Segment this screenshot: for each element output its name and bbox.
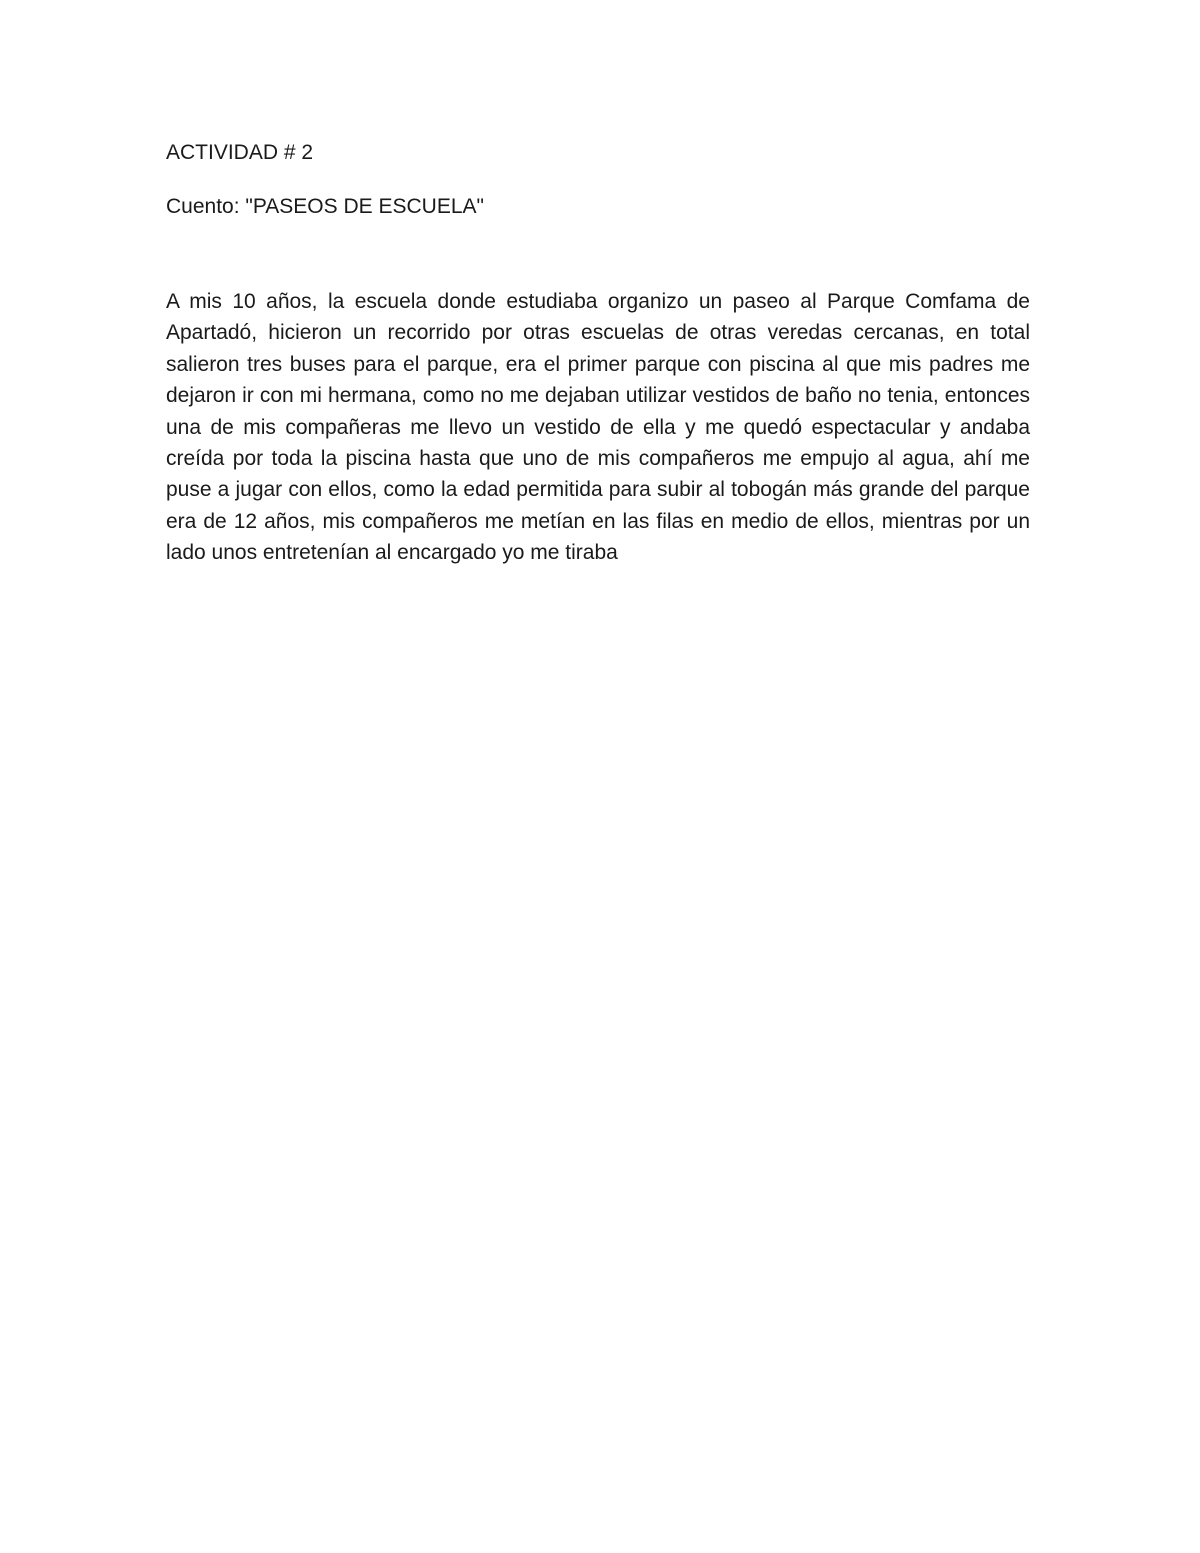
story-paragraph: A mis 10 años, la escuela donde estudiaba organizo un paseo al Parque Comfama de Apartadó, hicieron un recorrido por otras escuelas de otras veredas cercanas, en total salieron tres buses para el parque, era el primer parque con piscina al que mis padres me dejaron ir con mi hermana, como no me dejaban utilizar vestidos de baño no tenia, entonces una de mis compañeras me llevo un vestido de ella y me quedó espectacular y andaba creída por toda la piscina hasta que uno de mis compañeros me empujo al agua, ahí me puse a jugar con ellos, como la edad permitida para subir al tobogán más grande del parque era de 12 años, mis compañeros me metían en las filas en medio de ellos, mientras por un lado unos entretenían al encargado yo me tiraba: [166, 290, 1030, 565]
story-title: Cuento: "PASEOS DE ESCUELA": [166, 195, 484, 218]
document-content: [166, 139, 1030, 569]
activity-heading: ACTIVIDAD # 2: [166, 141, 314, 164]
